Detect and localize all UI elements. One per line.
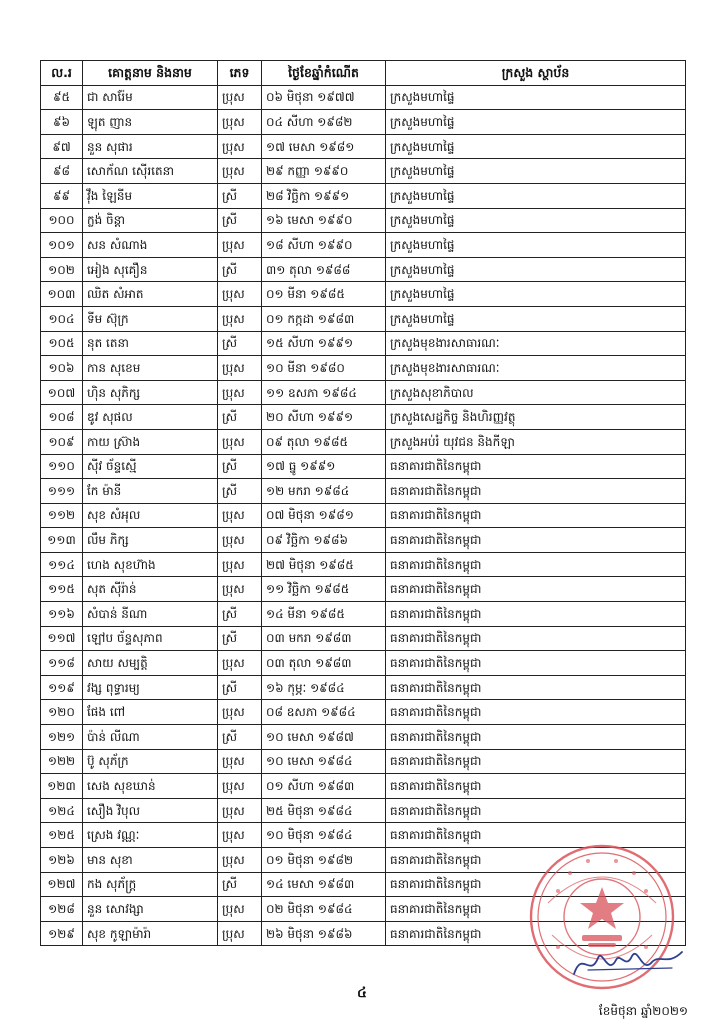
cell-ministry: ធនាគារជាតិនៃកម្ពុជា xyxy=(386,454,686,479)
header-number: ល.រ xyxy=(41,61,83,86)
cell-number: ១១២ xyxy=(41,503,83,528)
cell-sex: ប្រុស xyxy=(218,233,262,258)
cell-date-of-birth: ១៦ មេសា ១៩៩០ xyxy=(262,208,386,233)
cell-date-of-birth: ១០ មីនា ១៩៨០ xyxy=(262,356,386,381)
cell-sex: ប្រុស xyxy=(218,110,262,135)
cell-name: ឡៅប ច័ន្ទសុភាព xyxy=(83,626,218,651)
cell-number: ១២២ xyxy=(41,749,83,774)
cell-sex: ប្រុស xyxy=(218,798,262,823)
cell-date-of-birth: ១២ មករា ១៩៨៤ xyxy=(262,479,386,504)
cell-ministry: ធនាគារជាតិនៃកម្ពុជា xyxy=(386,774,686,799)
cell-name: កែ ម៉ានី xyxy=(83,479,218,504)
cell-number: ១២៦ xyxy=(41,848,83,873)
cell-sex: ស្រី xyxy=(218,405,262,430)
table-row xyxy=(41,257,686,282)
cell-ministry: ធនាគារជាតិនៃកម្ពុជា xyxy=(386,479,686,504)
cell-name: ផែង ពៅ xyxy=(83,700,218,725)
cell-number: ១២៥ xyxy=(41,823,83,848)
cell-name: អៀង សុគឿន xyxy=(83,257,218,282)
signature-mark xyxy=(568,940,688,982)
cell-name: វ៉ឹង ឡៃនីម xyxy=(83,183,218,208)
cell-ministry: ក្រសួងមហាផ្ទៃ xyxy=(386,208,686,233)
cell-name: សន សំណាង xyxy=(83,233,218,258)
cell-number: ១០៣ xyxy=(41,282,83,307)
cell-sex: ស្រី xyxy=(218,454,262,479)
table-row xyxy=(41,405,686,430)
cell-ministry: ធនាគារជាតិនៃកម្ពុជា xyxy=(386,823,686,848)
cell-date-of-birth: ០១ កក្កដា ១៩៨៣ xyxy=(262,306,386,331)
cell-name: កាយ ស្រ៊ាង xyxy=(83,429,218,454)
cell-ministry: ក្រសួងមហាផ្ទៃ xyxy=(386,110,686,135)
cell-sex: ប្រុស xyxy=(218,921,262,946)
cell-name: សុខ សំអុល xyxy=(83,503,218,528)
cell-name: ទីម ស៊ុក្រ xyxy=(83,306,218,331)
cell-name: សឿង វិបុល xyxy=(83,798,218,823)
table-row xyxy=(41,306,686,331)
cell-ministry: ក្រសួងមហាផ្ទៃ xyxy=(386,257,686,282)
cell-name: ក្លង់ ចិន្តា xyxy=(83,208,218,233)
cell-ministry: ក្រសួងមហាផ្ទៃ xyxy=(386,233,686,258)
cell-ministry: ធនាគារជាតិនៃកម្ពុជា xyxy=(386,897,686,922)
cell-date-of-birth: ១៧ មេសា ១៩៨១ xyxy=(262,134,386,159)
table-row xyxy=(41,233,686,258)
cell-number: ៩៨ xyxy=(41,159,83,184)
table-row xyxy=(41,208,686,233)
cell-ministry: ក្រសួងសេដ្ឋកិច្ច និងហិរញ្ញវត្ថុ xyxy=(386,405,686,430)
table-row xyxy=(41,503,686,528)
cell-date-of-birth: ១០ មេសា ១៩៨៧ xyxy=(262,725,386,750)
cell-date-of-birth: ១០ មេសា ១៩៨៤ xyxy=(262,749,386,774)
personnel-table xyxy=(40,60,686,946)
cell-name: កាន សុខេម xyxy=(83,356,218,381)
table-row xyxy=(41,380,686,405)
cell-date-of-birth: ១១ ឧសភា ១៩៨៤ xyxy=(262,380,386,405)
cell-ministry: ក្រសួងមហាផ្ទៃ xyxy=(386,159,686,184)
cell-number: ១១៧ xyxy=(41,626,83,651)
cell-sex: ស្រី xyxy=(218,872,262,897)
cell-date-of-birth: ០៣ មករា ១៩៨៣ xyxy=(262,626,386,651)
cell-name: សុខ កូឡាម៉ារ៉ា xyxy=(83,921,218,946)
cell-name: ប៊ូ សុភ័ក្រ xyxy=(83,749,218,774)
header-sex: ភេទ xyxy=(218,61,262,86)
cell-date-of-birth: ០៨ ឧសភា ១៩៨៤ xyxy=(262,700,386,725)
cell-number: ១២០ xyxy=(41,700,83,725)
cell-ministry: ធនាគារជាតិនៃកម្ពុជា xyxy=(386,921,686,946)
cell-ministry: ធនាគារជាតិនៃកម្ពុជា xyxy=(386,798,686,823)
table-row xyxy=(41,356,686,381)
header-date-of-birth: ថ្ងៃខែឆ្នាំកំណើត xyxy=(262,61,386,86)
cell-ministry: ក្រសួងមហាផ្ទៃ xyxy=(386,183,686,208)
cell-number: ១២៩ xyxy=(41,921,83,946)
cell-number: ១១៣ xyxy=(41,528,83,553)
cell-sex: ស្រី xyxy=(218,208,262,233)
cell-sex: ប្រុស xyxy=(218,897,262,922)
cell-sex: ស្រី xyxy=(218,602,262,627)
cell-date-of-birth: ០៧ មិថុនា ១៩៨១ xyxy=(262,503,386,528)
table-header-row xyxy=(41,61,686,86)
cell-number: ១១១ xyxy=(41,479,83,504)
table-row xyxy=(41,110,686,135)
cell-sex: ប្រុស xyxy=(218,282,262,307)
cell-date-of-birth: ១៨ សីហា ១៩៩០ xyxy=(262,233,386,258)
cell-date-of-birth: ០៤ សីហា ១៩៨២ xyxy=(262,110,386,135)
cell-sex: ប្រុស xyxy=(218,429,262,454)
cell-number: ១១៦ xyxy=(41,602,83,627)
cell-number: ១០៨ xyxy=(41,405,83,430)
cell-name: ឈិត សំអាត xyxy=(83,282,218,307)
cell-ministry: ធនាគារជាតិនៃកម្ពុជា xyxy=(386,675,686,700)
cell-sex: ប្រុស xyxy=(218,528,262,553)
cell-sex: ស្រី xyxy=(218,626,262,651)
cell-number: ១០៥ xyxy=(41,331,83,356)
table-row xyxy=(41,282,686,307)
cell-number: ៩៥ xyxy=(41,85,83,110)
cell-number: ៩៩ xyxy=(41,183,83,208)
cell-date-of-birth: ២៦ មិថុនា ១៩៨៦ xyxy=(262,921,386,946)
table-row xyxy=(41,454,686,479)
cell-number: ១១០ xyxy=(41,454,83,479)
cell-ministry: ធនាគារជាតិនៃកម្ពុជា xyxy=(386,602,686,627)
table-row xyxy=(41,331,686,356)
cell-ministry: ក្រសួងសុខាភិបាល xyxy=(386,380,686,405)
cell-name: នួន សុផារ xyxy=(83,134,218,159)
cell-ministry: ក្រសួងមហាផ្ទៃ xyxy=(386,85,686,110)
cell-number: ៩៧ xyxy=(41,134,83,159)
page-number: ៤ xyxy=(357,985,367,1001)
table-row xyxy=(41,749,686,774)
cell-ministry: ក្រសួងមហាផ្ទៃ xyxy=(386,134,686,159)
cell-name: ជា សារ៉ែម xyxy=(83,85,218,110)
cell-date-of-birth: ២០ សីហា ១៩៩១ xyxy=(262,405,386,430)
table-row xyxy=(41,159,686,184)
cell-date-of-birth: ១៦ កុម្ភៈ ១៩៨៤ xyxy=(262,675,386,700)
cell-sex: ស្រី xyxy=(218,725,262,750)
cell-ministry: ធនាគារជាតិនៃកម្ពុជា xyxy=(386,872,686,897)
table-row xyxy=(41,700,686,725)
cell-sex: ប្រុស xyxy=(218,651,262,676)
cell-date-of-birth: ២៥ មិថុនា ១៩៨៤ xyxy=(262,798,386,823)
cell-number: ១១៥ xyxy=(41,577,83,602)
cell-sex: ប្រុស xyxy=(218,700,262,725)
cell-sex: ប្រុស xyxy=(218,356,262,381)
cell-number: ១២៤ xyxy=(41,798,83,823)
table-row xyxy=(41,528,686,553)
table-body xyxy=(41,85,686,946)
table-row xyxy=(41,183,686,208)
table-row xyxy=(41,675,686,700)
cell-number: ១០៧ xyxy=(41,380,83,405)
cell-number: ១១៤ xyxy=(41,552,83,577)
cell-number: ១២៨ xyxy=(41,897,83,922)
table-row xyxy=(41,774,686,799)
cell-ministry: ធនាគារជាតិនៃកម្ពុជា xyxy=(386,528,686,553)
cell-date-of-birth: ២៧ មិថុនា ១៩៨៥ xyxy=(262,552,386,577)
cell-name: សាយ សម្បត្តិ xyxy=(83,651,218,676)
cell-sex: ប្រុស xyxy=(218,848,262,873)
cell-sex: ប្រុស xyxy=(218,306,262,331)
cell-date-of-birth: ១៤ មីនា ១៩៨៥ xyxy=(262,602,386,627)
header-full-name: គោត្តនាម និងនាម xyxy=(83,61,218,86)
cell-number: ១០៩ xyxy=(41,429,83,454)
cell-sex: ប្រុស xyxy=(218,749,262,774)
cell-ministry: ក្រសួងមុខងារសាធារណៈ xyxy=(386,331,686,356)
cell-name: ប៉ាន់ លីណា xyxy=(83,725,218,750)
cell-ministry: ធនាគារជាតិនៃកម្ពុជា xyxy=(386,848,686,873)
table-row xyxy=(41,577,686,602)
table-row xyxy=(41,798,686,823)
cell-sex: ស្រី xyxy=(218,675,262,700)
table-row xyxy=(41,85,686,110)
cell-sex: ប្រុស xyxy=(218,503,262,528)
cell-number: ១២១ xyxy=(41,725,83,750)
cell-ministry: ក្រសួងមុខងារសាធារណៈ xyxy=(386,356,686,381)
cell-ministry: ធនាគារជាតិនៃកម្ពុជា xyxy=(386,749,686,774)
cell-name: ហ៊ិន សុភិក្ស xyxy=(83,380,218,405)
cell-name: ឌូវ សុផល xyxy=(83,405,218,430)
cell-date-of-birth: ៣១ តុលា ១៩៨៨ xyxy=(262,257,386,282)
table-row xyxy=(41,651,686,676)
cell-ministry: ធនាគារជាតិនៃកម្ពុជា xyxy=(386,651,686,676)
cell-sex: ប្រុស xyxy=(218,552,262,577)
cell-date-of-birth: ១០ មិថុនា ១៩៨៤ xyxy=(262,823,386,848)
cell-number: ១០១ xyxy=(41,233,83,258)
table-row xyxy=(41,429,686,454)
cell-ministry: ក្រសួងមហាផ្ទៃ xyxy=(386,282,686,307)
cell-number: ១០៦ xyxy=(41,356,83,381)
cell-sex: ប្រុស xyxy=(218,577,262,602)
cell-sex: ប្រុស xyxy=(218,774,262,799)
cell-ministry: ធនាគារជាតិនៃកម្ពុជា xyxy=(386,552,686,577)
cell-name: លឹម ភិក្ស xyxy=(83,528,218,553)
cell-name: សុត ស៊ីរ៉ាន់ xyxy=(83,577,218,602)
cell-sex: ស្រី xyxy=(218,479,262,504)
cell-ministry: ក្រសួងអប់រំ យុវជន និងកីឡា xyxy=(386,429,686,454)
cell-ministry: ក្រសួងមហាផ្ទៃ xyxy=(386,306,686,331)
table-row xyxy=(41,626,686,651)
cell-number: ១២៣ xyxy=(41,774,83,799)
cell-sex: ប្រុស xyxy=(218,380,262,405)
cell-name: ហេង សុខហ៊ាង xyxy=(83,552,218,577)
cell-date-of-birth: ០១ មិថុនា ១៩៨២ xyxy=(262,848,386,873)
cell-sex: ប្រុស xyxy=(218,134,262,159)
cell-name: សំបាន់ នីណា xyxy=(83,602,218,627)
cell-sex: ស្រី xyxy=(218,183,262,208)
cell-name: មាន សុខា xyxy=(83,848,218,873)
footer-date: ខែមិថុនា ឆ្នាំ២០២១ xyxy=(598,1004,688,1018)
table-row xyxy=(41,602,686,627)
cell-date-of-birth: ២៨ វិច្ឆិកា ១៩៩១ xyxy=(262,183,386,208)
table-row xyxy=(41,479,686,504)
cell-number: ១១៨ xyxy=(41,651,83,676)
cell-date-of-birth: ១៤ មេសា ១៩៨៣ xyxy=(262,872,386,897)
table-row xyxy=(41,552,686,577)
cell-date-of-birth: ០៦ មិថុនា ១៩៧៧ xyxy=(262,85,386,110)
cell-date-of-birth: ០៣ តុលា ១៩៨៣ xyxy=(262,651,386,676)
cell-number: ១០២ xyxy=(41,257,83,282)
cell-date-of-birth: ០១ មីនា ១៩៨៥ xyxy=(262,282,386,307)
cell-name: វង្ស ពុទ្ធារម្យ xyxy=(83,675,218,700)
cell-name: កង សុភ័ក្ត្រ xyxy=(83,872,218,897)
cell-name: នួន សោវង្សា xyxy=(83,897,218,922)
cell-name: នុត តេនា xyxy=(83,331,218,356)
cell-ministry: ធនាគារជាតិនៃកម្ពុជា xyxy=(386,577,686,602)
cell-date-of-birth: ០១ សីហា ១៩៨៣ xyxy=(262,774,386,799)
table-row xyxy=(41,134,686,159)
cell-date-of-birth: ០៩ វិច្ឆិកា ១៩៨៦ xyxy=(262,528,386,553)
cell-sex: ស្រី xyxy=(218,257,262,282)
cell-date-of-birth: ១៥ សីហា ១៩៩១ xyxy=(262,331,386,356)
cell-date-of-birth: ១១ វិច្ឆិកា ១៩៨៥ xyxy=(262,577,386,602)
table-row xyxy=(41,725,686,750)
cell-date-of-birth: ១៧ ធ្នូ ១៩៩១ xyxy=(262,454,386,479)
cell-name: ស៊ីវ ច័ន្ទស្មើ xyxy=(83,454,218,479)
cell-ministry: ធនាគារជាតិនៃកម្ពុជា xyxy=(386,626,686,651)
cell-number: ១០៤ xyxy=(41,306,83,331)
cell-name: សោក័ណ ស៊ើរតេនា xyxy=(83,159,218,184)
header-ministry: ក្រសួង ស្ថាប័ន xyxy=(386,61,686,86)
cell-ministry: ធនាគារជាតិនៃកម្ពុជា xyxy=(386,700,686,725)
cell-number: ១០០ xyxy=(41,208,83,233)
cell-name: ឡុត ញាន xyxy=(83,110,218,135)
cell-date-of-birth: ២៩ កញ្ញា ១៩៩០ xyxy=(262,159,386,184)
cell-name: សេង សុខឃាន់ xyxy=(83,774,218,799)
cell-sex: ប្រុស xyxy=(218,85,262,110)
cell-number: ១១៩ xyxy=(41,675,83,700)
cell-number: ១២៧ xyxy=(41,872,83,897)
cell-ministry: ធនាគារជាតិនៃកម្ពុជា xyxy=(386,725,686,750)
cell-date-of-birth: ០៩ តុលា ១៩៨៥ xyxy=(262,429,386,454)
cell-sex: ប្រុស xyxy=(218,823,262,848)
cell-number: ៩៦ xyxy=(41,110,83,135)
cell-date-of-birth: ០២ មិថុនា ១៩៨៤ xyxy=(262,897,386,922)
cell-ministry: ធនាគារជាតិនៃកម្ពុជា xyxy=(386,503,686,528)
cell-sex: ប្រុស xyxy=(218,159,262,184)
cell-name: ស្រេង វណ្ណៈ xyxy=(83,823,218,848)
cell-sex: ស្រី xyxy=(218,331,262,356)
